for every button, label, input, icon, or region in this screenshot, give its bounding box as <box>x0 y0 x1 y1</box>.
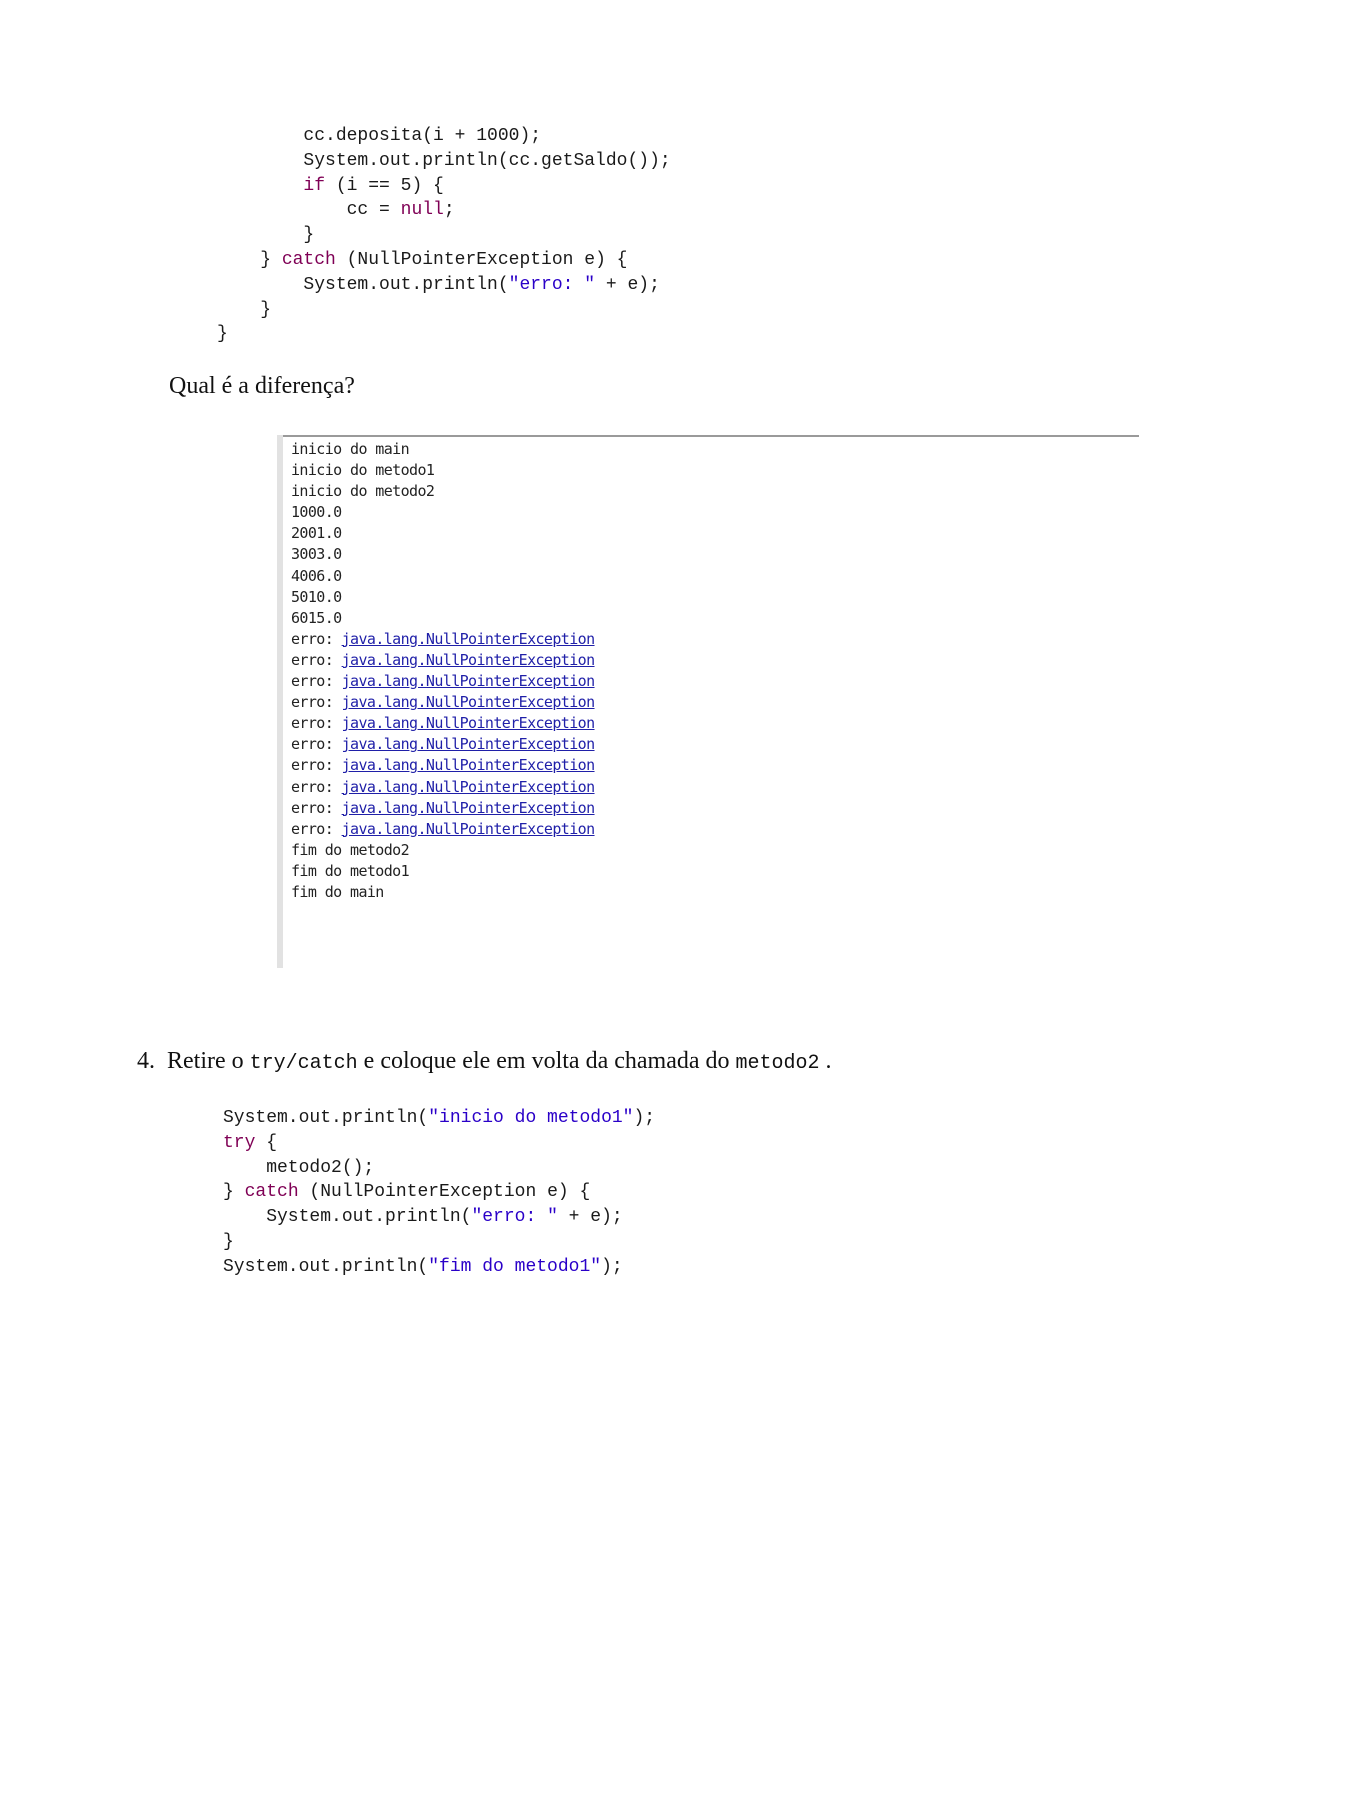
code-block-bottom <box>223 1106 655 1280</box>
code-string: "erro: " <box>508 274 596 295</box>
code-line <box>223 1230 655 1255</box>
code-line <box>217 273 671 298</box>
code-text: } <box>223 1182 245 1203</box>
code-text: (i == 5) { <box>325 175 444 196</box>
inline-code: try/catch <box>249 1052 358 1075</box>
exception-link[interactable]: java.lang.NullPointerException <box>341 629 595 648</box>
step-text: . <box>819 1048 832 1074</box>
code-text: System.out.println( <box>217 274 509 295</box>
code-line <box>217 124 671 149</box>
console-text: erro: <box>291 650 342 669</box>
console-text: 1000.0 <box>291 503 342 522</box>
code-keyword: try <box>223 1132 256 1153</box>
console-line <box>291 819 595 840</box>
code-line <box>223 1205 655 1230</box>
code-keyword: catch <box>281 249 336 270</box>
code-line <box>217 149 671 174</box>
code-line <box>217 248 671 273</box>
console-line <box>291 777 595 798</box>
code-string: "inicio do metodo1" <box>428 1108 634 1128</box>
console-text: erro: <box>291 798 342 817</box>
console-line <box>291 439 595 460</box>
console-text: erro: <box>291 693 342 712</box>
exception-link[interactable]: java.lang.NullPointerException <box>341 693 595 712</box>
code-line <box>223 1180 655 1205</box>
exception-link[interactable]: java.lang.NullPointerException <box>341 777 595 796</box>
console-line <box>291 755 595 776</box>
code-text: System.out.println( <box>223 1207 472 1228</box>
code-line <box>223 1106 655 1131</box>
code-string: "fim do metodo1" <box>428 1256 602 1277</box>
code-text: ; <box>443 200 455 221</box>
console-line <box>291 713 595 734</box>
console-text: erro: <box>291 735 342 754</box>
code-text: System.out.println(cc.getSaldo()); <box>217 150 671 171</box>
code-line <box>223 1255 655 1280</box>
code-text: } <box>217 324 228 345</box>
step-number: 4. <box>137 1048 155 1074</box>
code-text: metodo2(); <box>223 1157 375 1178</box>
console-line <box>291 882 595 903</box>
code-line <box>217 174 671 199</box>
step-text: Retire o <box>167 1048 250 1074</box>
console-text: 5010.0 <box>291 587 342 606</box>
console-text: fim do metodo1 <box>291 861 410 880</box>
console-text: inicio do metodo2 <box>291 482 435 501</box>
code-text: } <box>217 299 272 320</box>
question-text: Qual é a diferença? <box>169 373 355 399</box>
console-text: erro: <box>291 672 342 691</box>
console-line <box>291 587 595 608</box>
exception-link[interactable]: java.lang.NullPointerException <box>341 819 595 838</box>
console-line <box>291 502 595 523</box>
exception-link[interactable]: java.lang.NullPointerException <box>341 714 595 733</box>
console-line <box>291 734 595 755</box>
console-line <box>291 671 595 692</box>
console-output-screenshot <box>277 435 1139 968</box>
console-text: 2001.0 <box>291 524 342 543</box>
console-line <box>291 566 595 587</box>
inline-code: metodo2 <box>735 1052 820 1075</box>
console-line <box>291 544 595 565</box>
console-text: 6015.0 <box>291 608 342 627</box>
code-text: { <box>255 1132 278 1153</box>
console-text: erro: <box>291 629 342 648</box>
code-text <box>217 176 303 196</box>
console-text: 3003.0 <box>291 545 342 564</box>
console-text: inicio do main <box>291 440 410 458</box>
console-line <box>291 840 595 861</box>
console-text: 4006.0 <box>291 566 342 585</box>
code-string: "erro: " <box>471 1207 558 1228</box>
console-text: erro: <box>291 777 342 796</box>
step-4-instruction <box>137 1048 832 1075</box>
code-text: (NullPointerException e) { <box>298 1182 591 1203</box>
console-line <box>291 650 595 671</box>
code-keyword: null <box>400 200 444 221</box>
code-line <box>223 1156 655 1181</box>
console-line <box>291 798 595 819</box>
code-text: System.out.println( <box>223 1108 429 1128</box>
console-text: fim do main <box>291 882 384 901</box>
console-line <box>291 629 595 650</box>
console-line <box>291 608 595 629</box>
console-line <box>291 460 595 481</box>
exception-link[interactable]: java.lang.NullPointerException <box>341 756 595 775</box>
console-output <box>291 439 595 903</box>
code-text: cc.deposita(i + 1000); <box>217 126 542 146</box>
console-line <box>291 861 595 882</box>
exception-link[interactable]: java.lang.NullPointerException <box>341 650 595 669</box>
exception-link[interactable]: java.lang.NullPointerException <box>341 798 595 817</box>
console-top-border <box>283 435 1139 437</box>
code-text: } <box>217 225 315 246</box>
code-text: + e); <box>557 1207 623 1228</box>
console-text: erro: <box>291 756 342 775</box>
code-line <box>217 322 671 347</box>
code-line <box>217 223 671 248</box>
code-text: ); <box>633 1108 656 1128</box>
code-block-top <box>217 124 671 347</box>
console-line <box>291 692 595 713</box>
code-text: } <box>223 1231 234 1252</box>
step-text: e coloque ele em volta da chamada do <box>357 1048 736 1074</box>
exception-link[interactable]: java.lang.NullPointerException <box>341 672 595 691</box>
code-keyword: if <box>303 175 326 196</box>
console-text: erro: <box>291 819 342 838</box>
exception-link[interactable]: java.lang.NullPointerException <box>341 735 595 754</box>
console-line <box>291 481 595 502</box>
code-text: ); <box>601 1256 623 1277</box>
code-line <box>217 298 671 323</box>
code-line <box>217 198 671 223</box>
console-text: fim do metodo2 <box>291 840 410 859</box>
code-keyword: catch <box>244 1182 299 1203</box>
code-text: } <box>217 249 282 270</box>
console-text: erro: <box>291 714 342 733</box>
console-text: inicio do metodo1 <box>291 461 435 480</box>
code-text: (NullPointerException e) { <box>335 249 628 270</box>
code-text: System.out.println( <box>223 1256 429 1277</box>
code-line <box>223 1131 655 1156</box>
code-text: cc = <box>217 200 401 221</box>
code-text: + e); <box>595 274 660 295</box>
console-line <box>291 523 595 544</box>
